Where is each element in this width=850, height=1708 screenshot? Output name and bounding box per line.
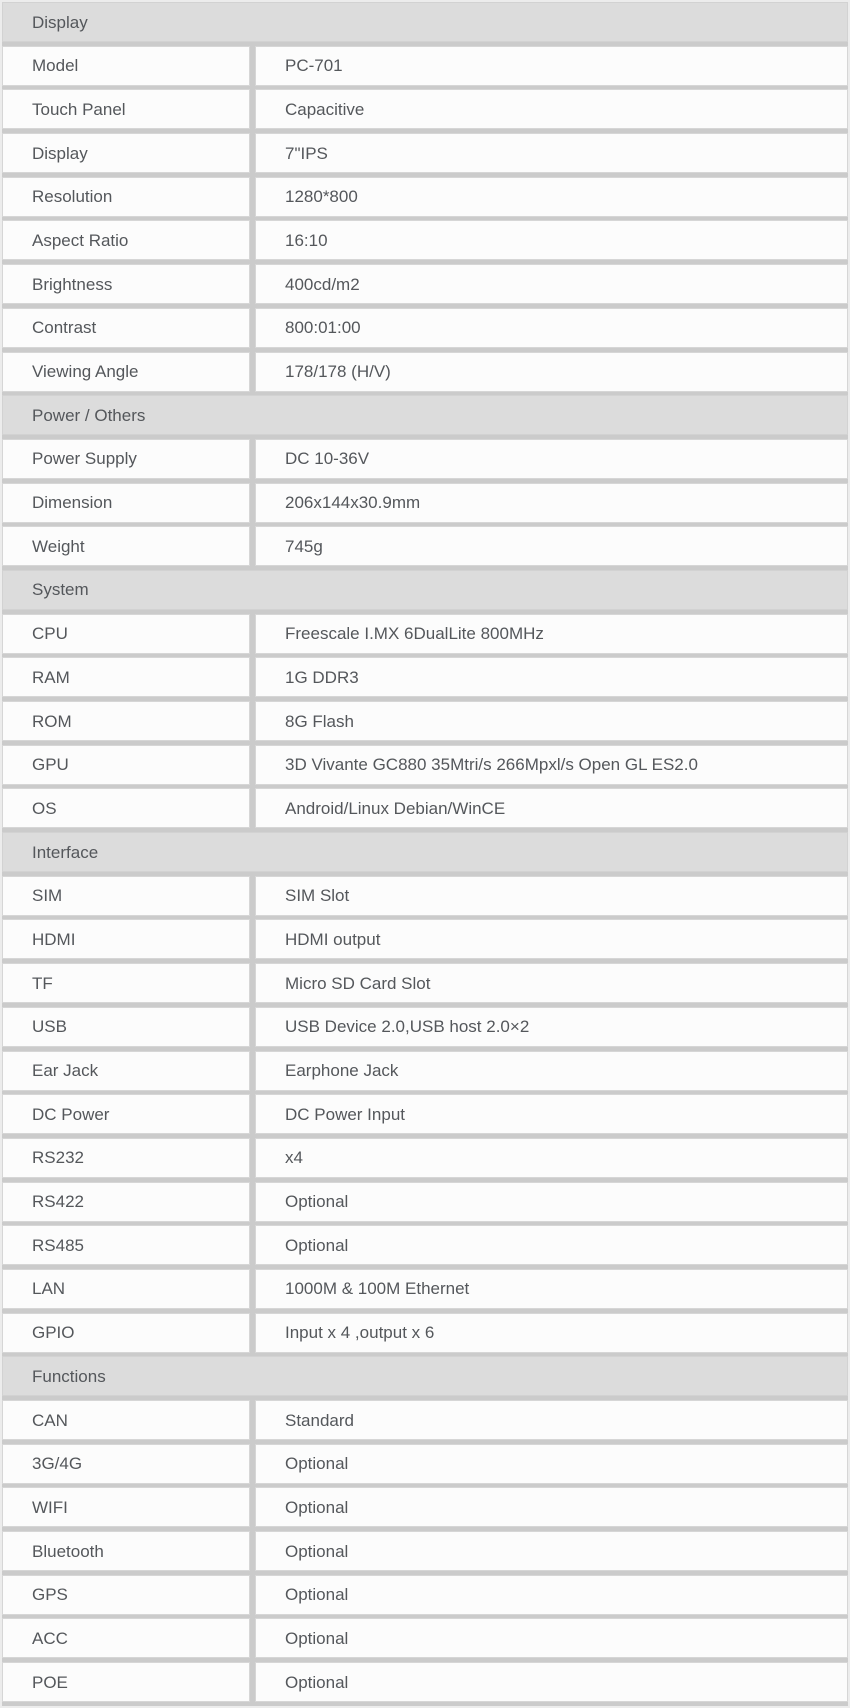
spec-label-cell [2,1531,250,1571]
spec-label: RS485 [32,1235,84,1255]
spec-value: HDMI output [285,929,381,949]
spec-label-cell [2,89,250,129]
section-title: Power / Others [32,405,146,425]
spec-value-cell [255,439,848,479]
spec-value: 800:01:00 [285,318,361,338]
spec-label: CAN [32,1410,68,1430]
section-header-power-others [2,395,848,435]
spec-row [2,1444,848,1484]
spec-value-cell [255,788,848,828]
spec-row [2,657,848,697]
spec-label: HDMI [32,929,76,949]
spec-label-cell [2,308,250,348]
spec-label-cell [2,1575,250,1615]
spec-value-cell [255,46,848,86]
spec-label-cell [2,788,250,828]
spec-label: Ear Jack [32,1061,99,1080]
spec-row [2,1051,848,1091]
spec-row [2,1531,848,1571]
section-title: Functions [32,1366,106,1386]
spec-label: Contrast [32,318,97,338]
spec-label: Dimension [32,493,113,513]
spec-label: Bluetooth [32,1541,104,1561]
spec-value-cell [255,1313,848,1353]
spec-value-cell [255,352,848,392]
section-title: System [32,580,89,600]
spec-label: RAM [32,667,70,687]
spec-label-cell [2,919,250,959]
spec-value: Android/Linux Debian/WinCE [285,798,506,818]
spec-label-cell [2,1225,250,1265]
spec-label-cell [2,352,250,392]
spec-label-cell [2,614,250,654]
spec-label: Touch Panel [32,99,126,119]
spec-value: SIM Slot [285,886,350,906]
spec-label-cell [2,1138,250,1178]
spec-label-cell [2,745,250,785]
spec-value-cell [255,308,848,348]
spec-row [2,1662,848,1702]
spec-label: SIM [32,886,63,906]
spec-label-cell [2,483,250,523]
spec-value: 400cd/m2 [285,274,360,294]
spec-value-cell [255,264,848,304]
section-title: Interface [32,842,99,862]
spec-value: 7"IPS [285,143,328,163]
spec-row [2,133,848,173]
spec-row [2,1225,848,1265]
spec-value-cell [255,526,848,566]
spec-value-cell [255,1487,848,1527]
spec-label: TF [32,973,53,993]
spec-value-cell [255,1225,848,1265]
section-header-functions [2,1356,848,1396]
spec-value-cell [255,1007,848,1047]
spec-label: GPU [32,755,69,775]
spec-value-cell [255,1575,848,1615]
spec-row [2,1618,848,1658]
section-header-interface [2,832,848,872]
spec-label: Display [32,143,88,163]
spec-label: Aspect Ratio [32,230,129,250]
spec-row [2,876,848,916]
spec-value: Earphone Jack [285,1061,399,1080]
spec-label-cell [2,1182,250,1222]
spec-value: Optional [285,1628,349,1648]
spec-label-cell [2,1269,250,1309]
spec-label-cell [2,1444,250,1484]
spec-label: Weight [32,536,85,556]
spec-value: 206x144x30.9mm [285,493,421,513]
spec-label-cell [2,657,250,697]
spec-row [2,483,848,523]
spec-row [2,1007,848,1047]
spec-label: Viewing Angle [32,362,139,381]
spec-value: Micro SD Card Slot [285,973,431,993]
spec-value-cell [255,614,848,654]
spec-value: x4 [285,1148,303,1168]
spec-value-cell [255,1662,848,1702]
spec-row [2,1094,848,1134]
spec-row [2,220,848,260]
spec-value: 1000M & 100M Ethernet [285,1279,470,1299]
spec-row [2,264,848,304]
spec-row [2,89,848,129]
spec-value-cell [255,1618,848,1658]
spec-value-cell [255,1444,848,1484]
spec-row [2,963,848,1003]
spec-row [2,1138,848,1178]
spec-label-cell [2,1618,250,1658]
spec-value-cell [255,876,848,916]
spec-value-cell [255,483,848,523]
spec-value: 16:10 [285,230,328,250]
spec-row [2,1400,848,1440]
spec-label: 3G/4G [32,1454,83,1474]
spec-label: Model [32,56,79,76]
spec-label: RS422 [32,1192,84,1212]
spec-value: 178/178 (H/V) [285,362,391,381]
spec-value: Optional [285,1541,349,1561]
spec-value: USB Device 2.0,USB host 2.0×2 [285,1017,530,1037]
spec-label: Resolution [32,187,113,207]
spec-label: POE [32,1672,68,1692]
spec-row [2,177,848,217]
spec-value: DC 10-36V [285,449,370,469]
spec-label-cell [2,876,250,916]
spec-row [2,745,848,785]
spec-value-cell [255,1138,848,1178]
spec-value: 1280*800 [285,187,358,207]
spec-value: DC Power Input [285,1104,405,1124]
spec-row [2,701,848,741]
spec-label: USB [32,1017,67,1037]
spec-value: Capacitive [285,99,365,119]
section-header-system [2,570,848,610]
spec-value-cell [255,963,848,1003]
spec-label-cell [2,963,250,1003]
spec-row [2,614,848,654]
section-header-display [2,2,848,42]
spec-value-cell [255,133,848,173]
spec-label-cell [2,439,250,479]
spec-label: Power Supply [32,449,137,469]
spec-label: DC Power [32,1104,110,1124]
spec-label: ACC [32,1628,68,1648]
spec-label: GPS [32,1585,68,1605]
spec-value-cell [255,745,848,785]
spec-label-cell [2,1313,250,1353]
spec-value-cell [255,1051,848,1091]
spec-label: LAN [32,1279,66,1299]
spec-label-cell [2,1007,250,1047]
spec-value-cell [255,1531,848,1571]
spec-value: 3D Vivante GC880 35Mtri/s 266Mpxl/s Open GL ES2.0 [285,755,698,775]
spec-value: Optional [285,1235,349,1255]
spec-label-cell [2,1487,250,1527]
spec-value-cell [255,177,848,217]
spec-value-cell [255,89,848,129]
spec-row [2,1487,848,1527]
spec-label: WIFI [32,1497,68,1517]
spec-row [2,788,848,828]
spec-value: Optional [285,1497,349,1517]
spec-label: Brightness [32,274,113,294]
spec-row [2,1269,848,1309]
spec-value: PC-701 [285,56,343,76]
spec-label-cell [2,526,250,566]
spec-value: 8G Flash [285,711,354,731]
spec-value: Optional [285,1192,349,1212]
spec-row [2,1182,848,1222]
spec-label: ROM [32,711,72,731]
spec-row [2,352,848,392]
spec-value-cell [255,220,848,260]
spec-value-cell [255,1182,848,1222]
spec-value: Optional [285,1585,349,1605]
spec-label: OS [32,798,57,818]
spec-row [2,46,848,86]
spec-value-cell [255,1269,848,1309]
spec-label-cell [2,220,250,260]
spec-value: Optional [285,1672,349,1692]
spec-value-cell [255,919,848,959]
spec-row [2,1575,848,1615]
spec-row [2,308,848,348]
spec-label: GPIO [32,1323,75,1343]
spec-label: RS232 [32,1148,84,1168]
spec-label-cell [2,46,250,86]
spec-row [2,1313,848,1353]
spec-value-cell [255,1094,848,1134]
spec-label-cell [2,177,250,217]
spec-value: Optional [285,1454,349,1474]
spec-value-cell [255,1400,848,1440]
spec-label-cell [2,1051,250,1091]
spec-label-cell [2,1094,250,1134]
spec-value: 1G DDR3 [285,667,359,687]
spec-value: Input x 4 ,output x 6 [285,1323,435,1343]
spec-label-cell [2,133,250,173]
spec-value: Freescale I.MX 6DualLite 800MHz [285,624,544,644]
spec-row [2,526,848,566]
spec-value-cell [255,657,848,697]
spec-row [2,919,848,959]
spec-label-cell [2,701,250,741]
section-title: Display [32,12,88,32]
spec-label: CPU [32,624,68,644]
spec-value: Standard [285,1410,354,1430]
spec-value: 745g [285,536,323,556]
spec-row [2,439,848,479]
spec-label-cell [2,1662,250,1702]
spec-value-cell [255,701,848,741]
spec-label-cell [2,264,250,304]
spec-label-cell [2,1400,250,1440]
